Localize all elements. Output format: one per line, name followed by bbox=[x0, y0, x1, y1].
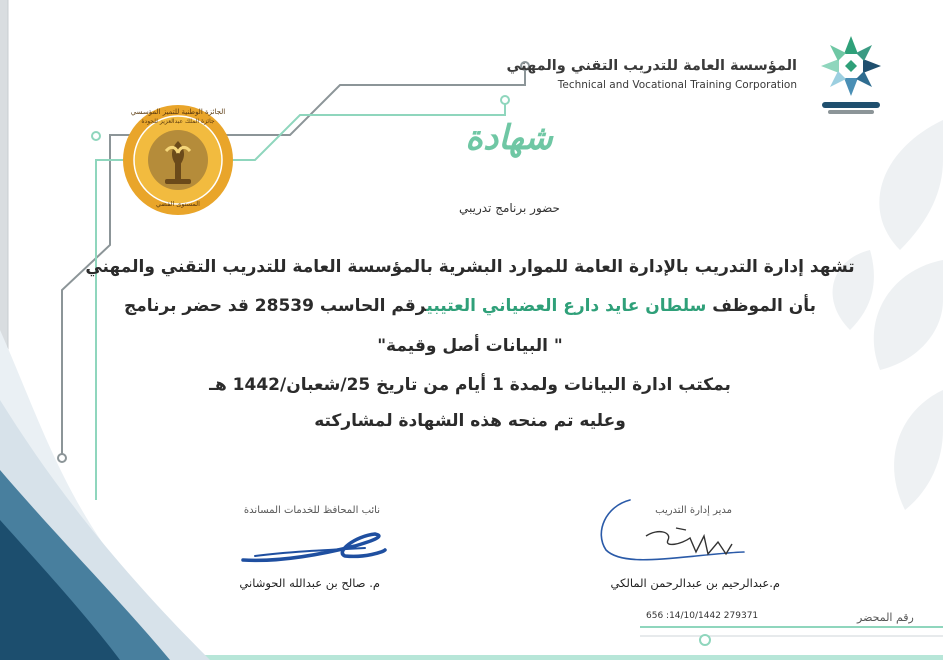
award-seal-text-top: الجائزة الوطنية للتميز المؤسسي bbox=[130, 108, 226, 116]
org-name-english: Technical and Vocational Training Corporation bbox=[557, 79, 797, 91]
left-signatory-title: نائب المحافظ للخدمات المساندة bbox=[243, 505, 380, 516]
right-signature-icon bbox=[586, 492, 756, 574]
record-number: 656 :14/10/1442 279371 bbox=[646, 611, 759, 621]
body-line-5: وعليه تم منحه هذه الشهادة لمشاركته bbox=[314, 411, 626, 431]
line2-prefix: بأن الموظف bbox=[706, 296, 816, 316]
award-seal-text-bottom: المستوى الفضي bbox=[156, 200, 200, 208]
record-label: رقم المحضر bbox=[857, 611, 914, 624]
right-signatory-title: مدير إدارة التدريب bbox=[655, 505, 732, 516]
right-signatory-name: م.عبدالرحيم بن عبدالرحمن المالكي bbox=[610, 576, 780, 590]
tvtc-logo-icon bbox=[818, 30, 888, 120]
certificate-subtitle: حضور برنامج تدريبي bbox=[459, 201, 560, 215]
line2-suffix: رقم الحاسب 28539 قد حضر برنامج bbox=[124, 296, 427, 316]
body-line-4: بمكتب ادارة البيانات ولمدة 1 أيام من تاريخ 25/شعبان/1442 هـ bbox=[209, 375, 731, 395]
left-signatory-name: م. صالح بن عبدالله الحوشاني bbox=[239, 576, 380, 590]
left-signature-icon bbox=[235, 522, 395, 577]
certificate-title: شهادة bbox=[465, 118, 553, 158]
employee-name: سلطان عايد دارع العضياني العتيبي bbox=[426, 296, 707, 316]
award-seal-text-mid: جائزة الملك عبدالعزيز للجودة bbox=[141, 118, 215, 125]
program-name: " البيانات أصل وقيمة" bbox=[377, 336, 563, 356]
org-name-arabic: المؤسسة العامة للتدريب التقني والمهني bbox=[506, 58, 797, 74]
body-line-1: تشهد إدارة التدريب بالإدارة العامة للموارد البشرية بالمؤسسة العامة للتدريب التقني والمهني bbox=[85, 257, 855, 277]
body-line-2 bbox=[70, 296, 870, 316]
